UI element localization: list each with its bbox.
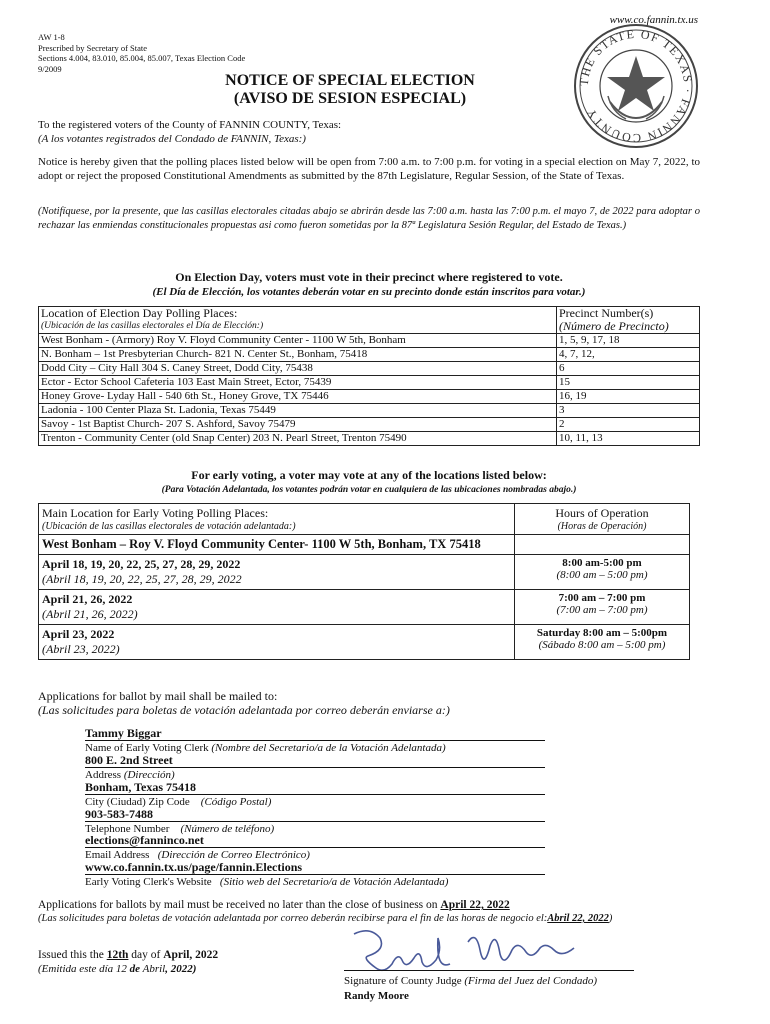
precinct-header-en: Precinct Number(s)	[559, 306, 654, 320]
early-location-header-es: (Ubicación de las casillas electorales de votación adelantada:)	[42, 521, 296, 532]
location-header	[39, 307, 557, 334]
empty-cell	[515, 535, 690, 555]
polling-location: N. Bonham – 1st Presbyterian Church- 821 N. Center St., Bonham, 75418	[39, 348, 557, 362]
table-row	[39, 376, 700, 390]
deadline-date: April 22, 2022	[440, 899, 510, 911]
addressee-spanish: (A los votantes registrados del Condado de FANNIN, Texas:)	[38, 133, 306, 145]
early-hours	[515, 590, 690, 625]
issued-month: April, 2022	[163, 949, 219, 961]
dates-spanish: (Abril 18, 19, 20, 22, 25, 27, 28, 29, 2022	[42, 572, 242, 586]
table-row	[39, 555, 690, 590]
location-header-es: (Ubicación de las casillas electorales el Día de Elección:)	[41, 321, 264, 331]
mail-field	[85, 726, 545, 755]
clerk-name: Tammy Biggar	[85, 726, 545, 741]
title-spanish: (AVISO DE SESION ESPECIAL)	[233, 90, 467, 107]
hours-header	[515, 504, 690, 535]
early-location-header	[39, 504, 515, 535]
website-url: www.co.fannin.tx.us	[609, 14, 698, 26]
early-hours	[515, 555, 690, 590]
early-dates	[39, 555, 515, 590]
field-label: Telephone Number	[85, 823, 170, 835]
mail-field	[85, 780, 545, 809]
mail-field	[85, 833, 545, 862]
dates-english: April 18, 19, 20, 22, 25, 27, 28, 29, 2022	[42, 557, 241, 571]
polling-location: Honey Grove- Lyday Hall - 540 6th St., Honey Grove, TX 75446	[39, 390, 557, 404]
dates-english: April 23, 2022	[42, 627, 115, 641]
addressee-english: To the registered voters of the County of FANNIN COUNTY, Texas:	[38, 119, 342, 131]
deadline-date-spanish: Abril 22, 2022	[547, 913, 609, 924]
deadline-text: Applications for ballots by mail must be received no later than the close of business on	[38, 899, 441, 911]
field-label: Early Voting Clerk's Website	[85, 876, 212, 888]
deadline-english	[38, 898, 700, 912]
location-header-en: Location of Election Day Polling Places:	[41, 306, 238, 320]
issued-text: Issued this the	[38, 949, 107, 961]
clerk-city: Bonham, Texas 75418	[85, 780, 545, 795]
dates-english: April 21, 26, 2022	[42, 592, 133, 606]
field-label-spanish: (Sitio web del Secretario/a de Votación Adelantada)	[219, 876, 449, 888]
prescribed-by: Prescribed by Secretary of State	[38, 42, 148, 53]
notice-title	[200, 72, 500, 108]
polling-location: Ector - Ector School Cafeteria 103 East Main Street, Ector, 75439	[39, 376, 557, 390]
precinct-numbers: 10, 11, 13	[557, 432, 700, 446]
field-label: Email Address	[85, 849, 150, 861]
field-label: Address	[85, 769, 122, 781]
early-voting-location: West Bonham – Roy V. Floyd Community Center- 1100 W 5th, Bonham, TX 75418	[39, 535, 515, 555]
mail-field	[85, 860, 545, 889]
field-label-spanish: (Dirección de Correo Electrónico)	[157, 849, 310, 861]
form-date: 9/2009	[38, 63, 62, 74]
clerk-email[interactable]: elections@fanninco.net	[85, 833, 545, 848]
early-hours	[515, 625, 690, 660]
precinct-numbers: 3	[557, 404, 700, 418]
issued-text-spanish: Abril	[140, 963, 166, 975]
election-day-table	[38, 306, 700, 446]
issued-english	[38, 948, 338, 962]
election-day-heading: On Election Day, voters must vote in their precinct where registered to vote.	[175, 270, 563, 284]
notice-spanish: (Notifíquese, por la presente, que las casillas electorales citadas abajo se abrirán desde las 7:00 a.m. hasta las 7:00 p.m. el mayo 7, de 2022 para adoptar o rechazar las enmiendas constitucionales propuestas asi como fueron sometidas por la 87ª Legislatura Sesión Regular, del Estado de Texas.)	[38, 206, 700, 231]
title-english: NOTICE OF SPECIAL ELECTION	[225, 72, 475, 89]
polling-location: Dodd City – City Hall 304 S. Caney Street, Dodd City, 75438	[39, 362, 557, 376]
notice-english: Notice is hereby given that the polling places listed below will be open from 7:00 a.m. to 7:00 p.m. for voting in a special election on May 7, 2022, to adopt or reject the proposed Constitutional Amendments as submitted by the 87th Legislature, Regular Session, of the State of Texas.	[38, 156, 700, 182]
table-row	[39, 590, 690, 625]
hours-english: 8:00 am-5:00 pm	[562, 557, 642, 569]
polling-location: Ladonia - 100 Center Plaza St. Ladonia, Texas 75449	[39, 404, 557, 418]
table-row	[39, 348, 700, 362]
early-voting-heading-spanish: (Para Votación Adelantada, los votantes podrán votar en cualquiera de las ubicaciones nombradas abajo.)	[161, 485, 577, 495]
handwritten-signature	[340, 920, 580, 980]
issued-text: day of	[128, 949, 164, 961]
polling-location: Savoy - 1st Baptist Church- 207 S. Ashford, Savoy 75479	[39, 418, 557, 432]
precinct-header-es: (Número de Precincto)	[559, 319, 669, 333]
hours-spanish: (7:00 am – 7:00 pm)	[556, 604, 648, 616]
judge-name: Randy Moore	[344, 990, 409, 1002]
table-row	[39, 432, 700, 446]
mail-heading: Applications for ballot by mail shall be mailed to:	[38, 689, 278, 703]
dates-spanish: (Abril 23, 2022)	[42, 642, 120, 656]
issued-year-spanish: , 2022)	[165, 963, 197, 975]
table-row	[39, 334, 700, 348]
table-row	[39, 390, 700, 404]
seal-text: THE STATE OF TEXAS · FANNIN COUNTY	[576, 26, 696, 146]
polling-location: West Bonham - (Armory) Roy V. Floyd Community Center - 1100 W 5th, Bonham	[39, 334, 557, 348]
table-row	[39, 418, 700, 432]
early-voting-table	[38, 503, 690, 660]
early-dates	[39, 625, 515, 660]
mail-field	[85, 753, 545, 782]
election-day-heading-spanish: (El Día de Elección, los votantes deberán votar en su precinto donde están inscritos para votar.)	[152, 286, 586, 298]
field-label-spanish: (Dirección)	[123, 769, 175, 781]
clerk-website[interactable]: www.co.fannin.tx.us/page/fannin.Elections	[85, 860, 545, 875]
early-voting-heading: For early voting, a voter may vote at any of the locations listed below:	[191, 468, 547, 482]
mail-field	[85, 807, 545, 836]
deadline-text-spanish: (Las solicitudes para boletas de votación adelantada por correo deberán recibirse para el fin de las horas de negocio el:	[38, 913, 548, 924]
hours-header-en: Hours of Operation	[555, 506, 649, 520]
issued-day: 12th	[106, 949, 129, 961]
form-id: AW 1-8	[38, 32, 65, 42]
signature-label	[344, 974, 704, 988]
field-label: City (Ciudad) Zip Code	[85, 796, 190, 808]
early-location-header-en: Main Location for Early Voting Polling Places:	[42, 506, 269, 520]
field-label-spanish: (Número de teléfono)	[180, 823, 275, 835]
hours-spanish: (8:00 am – 5:00 pm)	[556, 569, 648, 581]
clerk-address: 800 E. 2nd Street	[85, 753, 545, 768]
table-row	[39, 404, 700, 418]
hours-header-es: (Horas de Operación)	[557, 521, 647, 532]
dates-spanish: (Abril 21, 26, 2022)	[42, 607, 138, 621]
field-label-spanish: (Nombre del Secretario/a de la Votación Adelantada)	[211, 742, 446, 754]
issued-text-spanish: (Emitida este día 12	[38, 963, 130, 975]
signature-line	[344, 970, 634, 971]
early-dates	[39, 590, 515, 625]
mail-heading-spanish: (Las solicitudes para boletas de votación adelantada por correo deberán enviarse a:)	[38, 703, 450, 717]
signature-label-en: Signature of County Judge	[344, 975, 465, 987]
precinct-numbers: 6	[557, 362, 700, 376]
field-label: Name of Early Voting Clerk	[85, 742, 209, 754]
hours-spanish: (Sábado 8:00 am – 5:00 pm)	[538, 639, 666, 651]
precinct-numbers: 15	[557, 376, 700, 390]
code-sections: Sections 4.004, 83.010, 85.004, 85.007, Texas Election Code	[38, 53, 246, 63]
issued-de: de	[129, 963, 141, 975]
precinct-header	[557, 307, 700, 334]
hours-english: Saturday 8:00 am – 5:00pm	[536, 627, 668, 639]
precinct-numbers: 1, 5, 9, 17, 18	[557, 334, 700, 348]
form-metadata	[38, 32, 245, 74]
precinct-numbers: 2	[557, 418, 700, 432]
field-label-spanish: (Código Postal)	[200, 796, 272, 808]
hours-english: 7:00 am – 7:00 pm	[558, 592, 646, 604]
precinct-numbers: 16, 19	[557, 390, 700, 404]
polling-location: Trenton - Community Center (old Snap Center) 203 N. Pearl Street, Trenton 75490	[39, 432, 557, 446]
clerk-phone: 903-583-7488	[85, 807, 545, 822]
table-row	[39, 362, 700, 376]
precinct-numbers: 4, 7, 12,	[557, 348, 700, 362]
issued-spanish	[38, 962, 338, 976]
deadline-close: )	[608, 913, 613, 924]
table-row	[39, 625, 690, 660]
signature-label-es: (Firma del Juez del Condado)	[464, 975, 597, 987]
